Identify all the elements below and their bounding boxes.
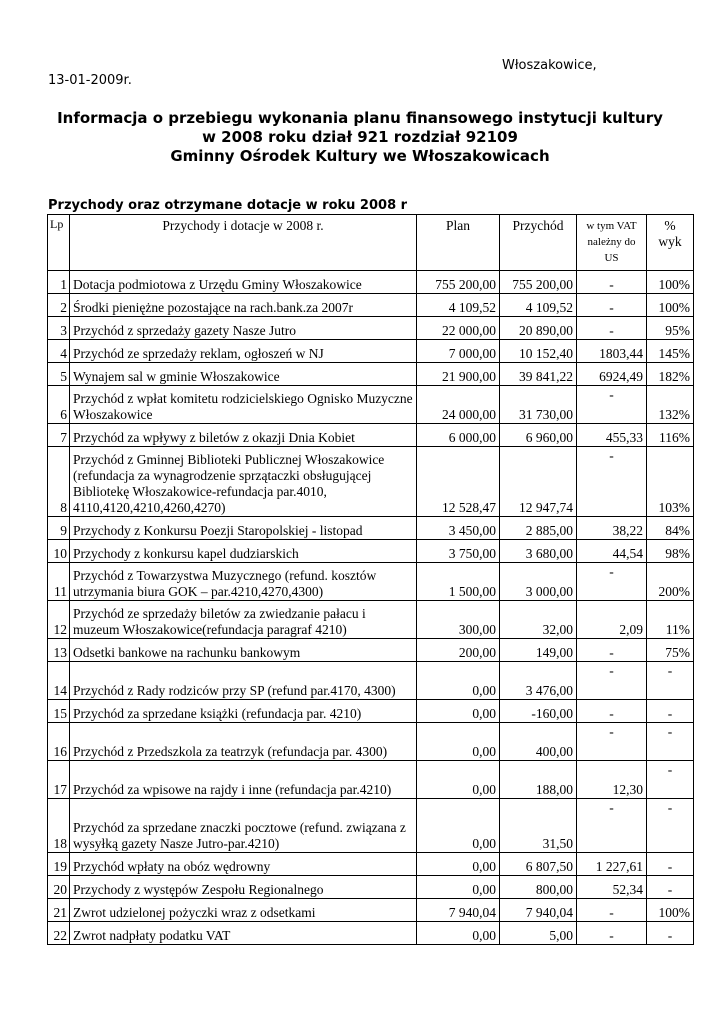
table-row xyxy=(48,424,694,447)
cell-pct: 103% xyxy=(647,447,694,517)
cell-lp: 2 xyxy=(48,294,70,317)
cell-plan: 7 940,04 xyxy=(417,899,500,922)
cell-lp: 3 xyxy=(48,317,70,340)
cell-przychod: 5,00 xyxy=(500,922,577,945)
cell-vat: - xyxy=(577,662,647,700)
cell-name: Przychód ze sprzedaży biletów za zwiedzanie pałacu i muzeum Włoszakowice(refundacja paragraf 4210) xyxy=(70,601,417,639)
table-row xyxy=(48,761,694,799)
cell-przychod: 3 680,00 xyxy=(500,540,577,563)
cell-name: Przychody z konkursu kapel dudziarskich xyxy=(70,540,417,563)
cell-pct: 100% xyxy=(647,271,694,294)
cell-plan: 21 900,00 xyxy=(417,363,500,386)
cell-przychod: 12 947,74 xyxy=(500,447,577,517)
table-row xyxy=(48,853,694,876)
cell-przychod: 188,00 xyxy=(500,761,577,799)
col-name-header: Przychody i dotacje w 2008 r. xyxy=(70,215,417,271)
cell-vat: - xyxy=(577,271,647,294)
cell-lp: 18 xyxy=(48,799,70,853)
cell-przychod: 149,00 xyxy=(500,639,577,662)
col-pct-header xyxy=(647,215,694,271)
table-row xyxy=(48,340,694,363)
title-line-3: Gminny Ośrodek Kultury we Włoszakowicach xyxy=(170,147,550,165)
cell-lp: 21 xyxy=(48,899,70,922)
cell-vat: - xyxy=(577,386,647,424)
cell-pct: - xyxy=(647,761,694,799)
cell-przychod: 3 476,00 xyxy=(500,662,577,700)
table-row xyxy=(48,876,694,899)
cell-name: Zwrot nadpłaty podatku VAT xyxy=(70,922,417,945)
table-row xyxy=(48,363,694,386)
cell-name: Przychód z Rady rodziców przy SP (refund par.4170, 4300) xyxy=(70,662,417,700)
cell-przychod: -160,00 xyxy=(500,700,577,723)
cell-lp: 12 xyxy=(48,601,70,639)
cell-lp: 8 xyxy=(48,447,70,517)
cell-przychod: 6 960,00 xyxy=(500,424,577,447)
col-przychod-header: Przychód xyxy=(500,215,577,271)
cell-przychod: 20 890,00 xyxy=(500,317,577,340)
cell-plan: 0,00 xyxy=(417,662,500,700)
cell-pct: 200% xyxy=(647,563,694,601)
cell-lp: 11 xyxy=(48,563,70,601)
cell-lp: 6 xyxy=(48,386,70,424)
cell-pct: 11% xyxy=(647,601,694,639)
cell-lp: 5 xyxy=(48,363,70,386)
pct-label: wyk xyxy=(658,234,682,249)
cell-pct: 95% xyxy=(647,317,694,340)
cell-przychod: 400,00 xyxy=(500,723,577,761)
cell-przychod: 32,00 xyxy=(500,601,577,639)
cell-pct: - xyxy=(647,922,694,945)
cell-plan: 1 500,00 xyxy=(417,563,500,601)
cell-name: Przychód za sprzedane znaczki pocztowe (refund. związana z wysyłką gazety Nasze Jutro-par.4210) xyxy=(70,799,417,853)
cell-name: Przychód z Przedszkola za teatrzyk (refundacja par. 4300) xyxy=(70,723,417,761)
cell-name: Przychód z Gminnej Biblioteki Publicznej Włoszakowice (refundacja za wynagrodzenie sprzątaczki obsługującej Bibliotekę Włoszakowice-refundacja par.4010, 4110,4120,4210,4260,4270) xyxy=(70,447,417,517)
cell-vat: - xyxy=(577,447,647,517)
cell-lp: 9 xyxy=(48,517,70,540)
table-row xyxy=(48,317,694,340)
cell-pct: - xyxy=(647,662,694,700)
cell-lp: 13 xyxy=(48,639,70,662)
cell-lp: 22 xyxy=(48,922,70,945)
table-row xyxy=(48,271,694,294)
cell-przychod: 39 841,22 xyxy=(500,363,577,386)
table-row xyxy=(48,601,694,639)
table-row xyxy=(48,294,694,317)
cell-lp: 17 xyxy=(48,761,70,799)
cell-plan: 6 000,00 xyxy=(417,424,500,447)
cell-vat: 1 227,61 xyxy=(577,853,647,876)
cell-plan: 200,00 xyxy=(417,639,500,662)
cell-vat: 2,09 xyxy=(577,601,647,639)
cell-name: Odsetki bankowe na rachunku bankowym xyxy=(70,639,417,662)
cell-lp: 7 xyxy=(48,424,70,447)
revenue-table xyxy=(47,214,694,945)
cell-name: Przychód z sprzedaży gazety Nasze Jutro xyxy=(70,317,417,340)
cell-przychod: 7 940,04 xyxy=(500,899,577,922)
table-row xyxy=(48,639,694,662)
cell-plan: 0,00 xyxy=(417,853,500,876)
cell-vat: 52,34 xyxy=(577,876,647,899)
cell-lp: 19 xyxy=(48,853,70,876)
table-row xyxy=(48,899,694,922)
cell-vat: - xyxy=(577,723,647,761)
table-row xyxy=(48,517,694,540)
pct-symbol: % xyxy=(664,218,676,233)
table-row xyxy=(48,563,694,601)
cell-name: Zwrot udzielonej pożyczki wraz z odsetkami xyxy=(70,899,417,922)
table-row xyxy=(48,447,694,517)
cell-plan: 3 750,00 xyxy=(417,540,500,563)
cell-pct: 100% xyxy=(647,899,694,922)
table-row xyxy=(48,922,694,945)
cell-name: Przychody z Konkursu Poezji Staropolskiej - listopad xyxy=(70,517,417,540)
cell-vat: 12,30 xyxy=(577,761,647,799)
cell-vat: - xyxy=(577,639,647,662)
cell-name: Przychód z Towarzystwa Muzycznego (refund. kosztów utrzymania biura GOK – par.4210,4270,4300) xyxy=(70,563,417,601)
cell-plan: 0,00 xyxy=(417,723,500,761)
title-line-1: Informacja o przebiegu wykonania planu finansowego instytucji kultury xyxy=(57,109,663,127)
cell-vat: - xyxy=(577,563,647,601)
cell-vat: - xyxy=(577,922,647,945)
cell-lp: 1 xyxy=(48,271,70,294)
cell-przychod: 6 807,50 xyxy=(500,853,577,876)
cell-plan: 3 450,00 xyxy=(417,517,500,540)
cell-pct: 100% xyxy=(647,294,694,317)
cell-lp: 15 xyxy=(48,700,70,723)
cell-przychod: 31 730,00 xyxy=(500,386,577,424)
document-date: 13-01-2009r. xyxy=(48,73,132,88)
table-row xyxy=(48,386,694,424)
cell-przychod: 2 885,00 xyxy=(500,517,577,540)
cell-plan: 300,00 xyxy=(417,601,500,639)
section-title: Przychody oraz otrzymane dotacje w roku 2008 r xyxy=(48,198,408,213)
cell-name: Środki pieniężne pozostające na rach.bank.za 2007r xyxy=(70,294,417,317)
cell-vat: - xyxy=(577,899,647,922)
cell-plan: 24 000,00 xyxy=(417,386,500,424)
cell-pct: 182% xyxy=(647,363,694,386)
table-row xyxy=(48,799,694,853)
cell-name: Przychody z występów Zespołu Regionalnego xyxy=(70,876,417,899)
cell-przychod: 4 109,52 xyxy=(500,294,577,317)
cell-plan: 755 200,00 xyxy=(417,271,500,294)
cell-name: Przychód z wpłat komitetu rodzicielskiego Ognisko Muzyczne Włoszakowice xyxy=(70,386,417,424)
cell-name: Przychód za wpływy z biletów z okazji Dnia Kobiet xyxy=(70,424,417,447)
col-vat-header: w tym VAT należny do US xyxy=(577,215,647,271)
col-plan-header: Plan xyxy=(417,215,500,271)
cell-plan: 4 109,52 xyxy=(417,294,500,317)
cell-vat: 6924,49 xyxy=(577,363,647,386)
cell-pct: 98% xyxy=(647,540,694,563)
cell-plan: 0,00 xyxy=(417,799,500,853)
table-row xyxy=(48,723,694,761)
col-lp-header: Lp xyxy=(48,215,70,271)
cell-name: Przychód ze sprzedaży reklam, ogłoszeń w NJ xyxy=(70,340,417,363)
cell-name: Przychód za sprzedane książki (refundacja par. 4210) xyxy=(70,700,417,723)
cell-lp: 16 xyxy=(48,723,70,761)
table-row xyxy=(48,700,694,723)
cell-name: Wynajem sal w gminie Włoszakowice xyxy=(70,363,417,386)
cell-plan: 0,00 xyxy=(417,761,500,799)
cell-vat: - xyxy=(577,294,647,317)
document-title xyxy=(48,109,672,166)
cell-pct: 116% xyxy=(647,424,694,447)
cell-plan: 22 000,00 xyxy=(417,317,500,340)
cell-vat: 1803,44 xyxy=(577,340,647,363)
cell-pct: 145% xyxy=(647,340,694,363)
cell-vat: - xyxy=(577,317,647,340)
cell-lp: 20 xyxy=(48,876,70,899)
cell-pct: - xyxy=(647,876,694,899)
cell-przychod: 800,00 xyxy=(500,876,577,899)
cell-przychod: 10 152,40 xyxy=(500,340,577,363)
cell-pct: 132% xyxy=(647,386,694,424)
cell-plan: 0,00 xyxy=(417,876,500,899)
cell-lp: 14 xyxy=(48,662,70,700)
cell-lp: 4 xyxy=(48,340,70,363)
cell-vat: - xyxy=(577,700,647,723)
cell-vat: 455,33 xyxy=(577,424,647,447)
table-header-row xyxy=(48,215,694,271)
cell-przychod: 31,50 xyxy=(500,799,577,853)
cell-pct: 84% xyxy=(647,517,694,540)
cell-pct: - xyxy=(647,799,694,853)
cell-pct: - xyxy=(647,723,694,761)
cell-pct: - xyxy=(647,700,694,723)
cell-lp: 10 xyxy=(48,540,70,563)
cell-vat: - xyxy=(577,799,647,853)
cell-plan: 12 528,47 xyxy=(417,447,500,517)
cell-pct: 75% xyxy=(647,639,694,662)
cell-name: Dotacja podmiotowa z Urzędu Gminy Włoszakowice xyxy=(70,271,417,294)
cell-pct: - xyxy=(647,853,694,876)
cell-plan: 7 000,00 xyxy=(417,340,500,363)
cell-vat: 44,54 xyxy=(577,540,647,563)
place-name: Włoszakowice, xyxy=(502,58,597,73)
cell-plan: 0,00 xyxy=(417,700,500,723)
cell-name: Przychód za wpisowe na rajdy i inne (refundacja par.4210) xyxy=(70,761,417,799)
table-row xyxy=(48,662,694,700)
cell-vat: 38,22 xyxy=(577,517,647,540)
cell-przychod: 755 200,00 xyxy=(500,271,577,294)
cell-plan: 0,00 xyxy=(417,922,500,945)
table-row xyxy=(48,540,694,563)
cell-przychod: 3 000,00 xyxy=(500,563,577,601)
title-line-2: w 2008 roku dział 921 rozdział 92109 xyxy=(202,128,518,146)
cell-name: Przychód wpłaty na obóz wędrowny xyxy=(70,853,417,876)
